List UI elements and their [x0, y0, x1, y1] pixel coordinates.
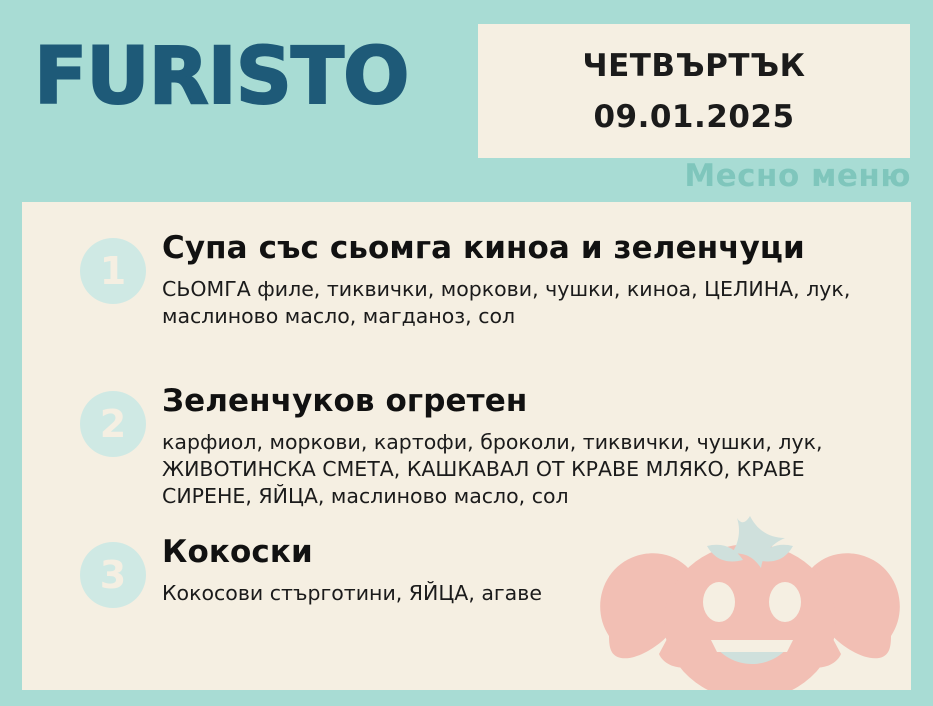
menu-item-number: 3: [80, 542, 146, 608]
menu-item-description: СЬОМГА филе, тиквички, моркови, чушки, киноа, ЦЕЛИНА, лук, маслиново масло, магданоз, сол: [162, 277, 851, 329]
menu-item-number: 1: [80, 238, 146, 304]
brand-logo: FURISTO: [34, 32, 409, 122]
menu-item: [22, 212, 911, 352]
menu-item: [22, 367, 911, 517]
menu-kind-label: Месно меню: [684, 158, 911, 194]
menu-item-description: Кокосови стърготини, ЯЙЦА, агаве: [162, 581, 542, 605]
day-of-week-label: ЧЕТВЪРТЪК: [582, 48, 806, 84]
menu-card: [22, 202, 911, 690]
date-label: 09.01.2025: [593, 99, 795, 135]
poster-header: [0, 0, 933, 200]
menu-item-title: Зеленчуков огретен: [162, 383, 528, 419]
menu-item-title: Супа със сьомга киноа и зеленчуци: [162, 230, 805, 266]
menu-item-description: карфиол, моркови, картофи, броколи, тиквички, чушки, лук, ЖИВОТИНСКА СМЕТА, КАШКАВАЛ ОТ КРАВЕ МЛЯКО, КРАВЕ СИРЕНЕ, ЯЙЦА, маслиново масло, сол: [162, 430, 823, 509]
menu-item: [22, 522, 911, 642]
date-card: [478, 24, 910, 158]
menu-item-number: 2: [80, 391, 146, 457]
menu-item-title: Кокоски: [162, 534, 313, 570]
